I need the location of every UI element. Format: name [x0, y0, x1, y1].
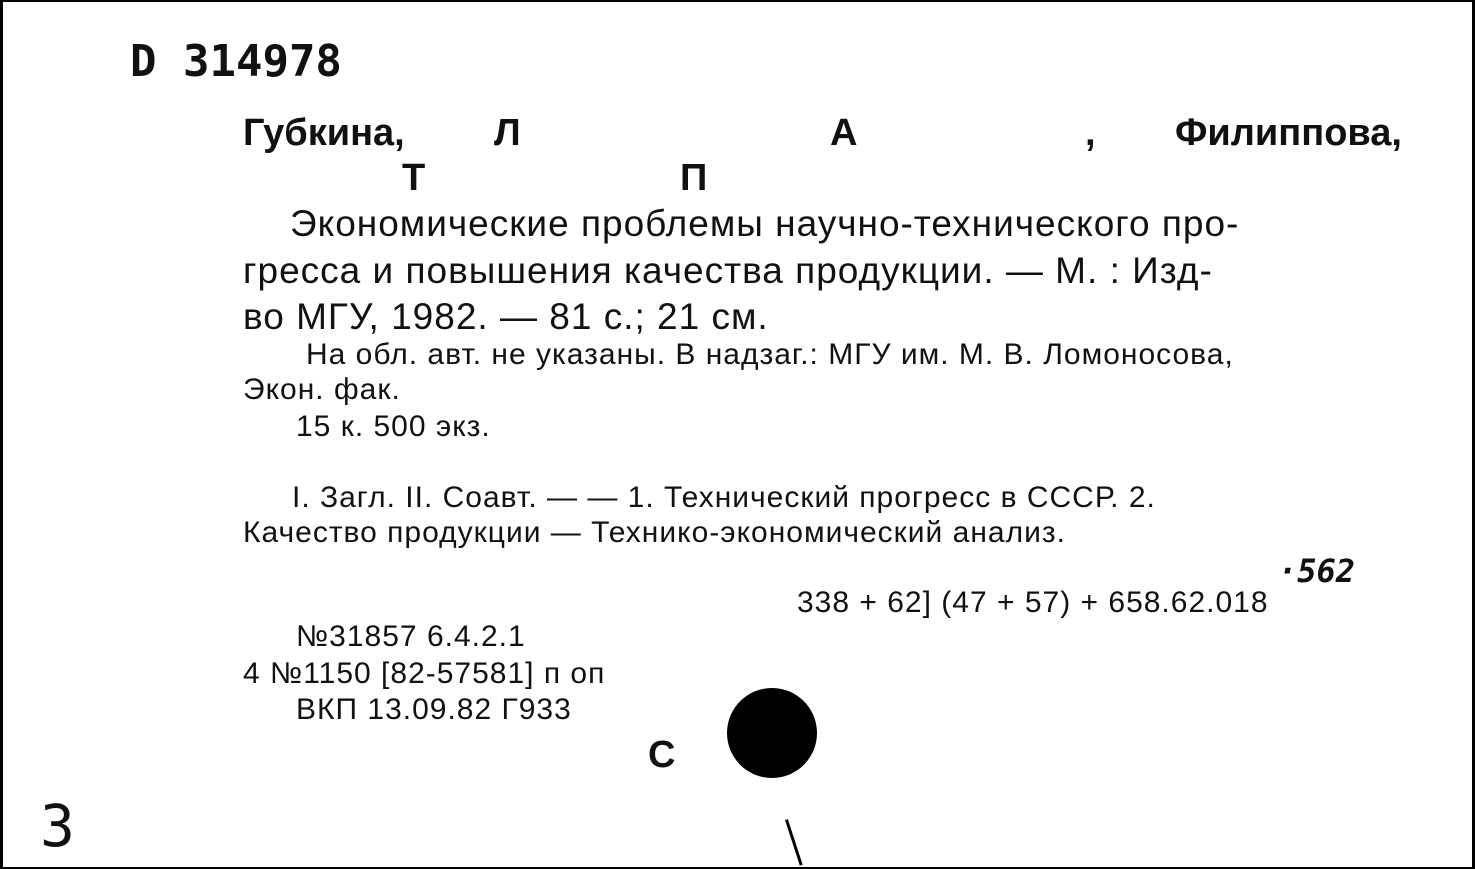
coauthor-initial-p: П [680, 157, 708, 199]
note-line: 15 к. 500 экз. [296, 410, 491, 443]
title-line: Экономические проблемы научно-технического про- [290, 203, 1240, 244]
registry-line: 4 №1150 [82-57581] п оп [243, 657, 606, 690]
coauthor-surname: Филиппова, [1175, 112, 1402, 154]
title-line: во МГУ, 1982. — 81 с.; 21 см. [243, 296, 769, 337]
registry-line: ВКП 13.09.82 Г933 [296, 693, 572, 726]
subject-line: Качество продукции — Технико-экономический анализ. [243, 516, 1066, 549]
author-comma: , [1085, 112, 1096, 154]
mark-c: С [648, 734, 676, 776]
subject-line: I. Загл. II. Соавт. — — 1. Технический прогресс в СССР. 2. [292, 481, 1156, 514]
handwritten-class: ·562 [1278, 552, 1356, 590]
registry-line: №31857 6.4.2.1 [296, 620, 526, 653]
coauthor-initial-t: Т [402, 157, 426, 199]
author-surname: Губкина, [243, 112, 405, 154]
note-line: На обл. авт. не указаны. В надзаг.: МГУ им. М. В. Ломоносова, [306, 338, 1234, 371]
classification: 338 + 62] (47 + 57) + 658.62.018 [797, 586, 1269, 619]
handwritten-number: 3 [40, 792, 75, 860]
note-line: Экон. фак. [243, 373, 401, 406]
title-line: гресса и повышения качества продукции. — М. : Изд- [243, 250, 1213, 291]
call-number: D 314978 [130, 36, 342, 87]
author-initial-l: Л [494, 112, 521, 154]
punch-hole [727, 688, 817, 778]
author-initial-a: А [830, 112, 858, 154]
